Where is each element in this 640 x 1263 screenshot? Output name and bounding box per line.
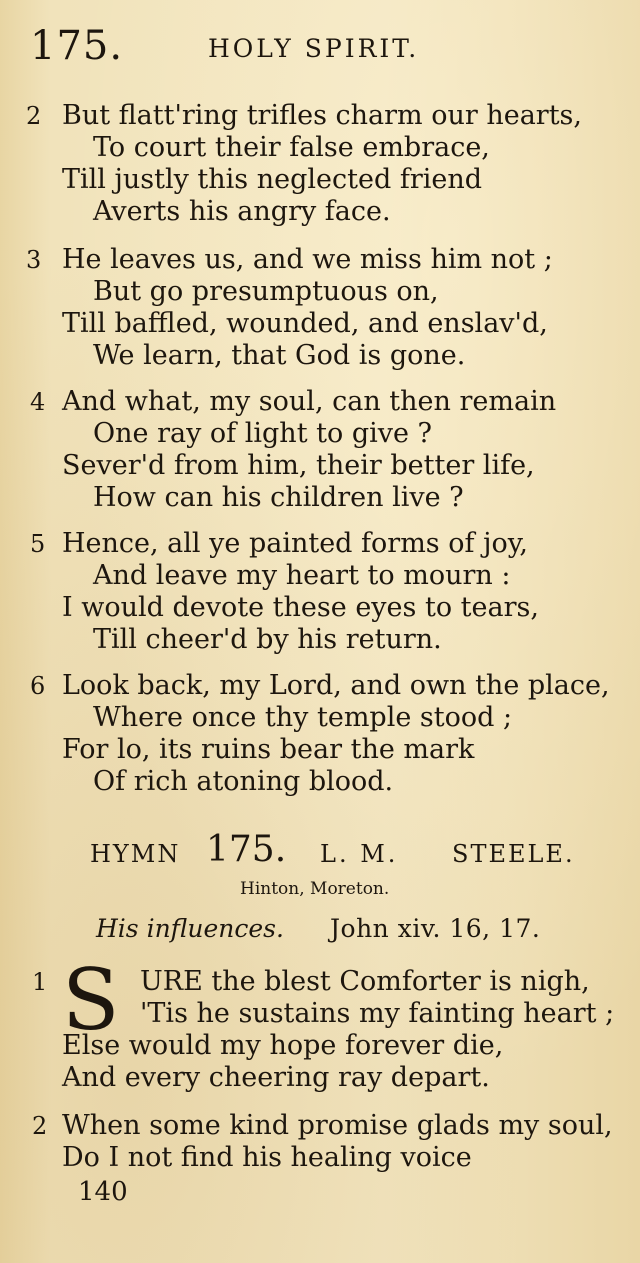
verse-line: URE the blest Comforter is nigh, (140, 966, 590, 997)
hymn-subject: His influences. (96, 914, 284, 943)
verse-line: I would devote these eyes to tears, (62, 592, 539, 623)
verse-line: To court their false embrace, (93, 132, 490, 163)
hymn-meter: L. M. (320, 840, 399, 868)
verse-number: 1 (32, 968, 48, 996)
verse-line: How can his children live ? (93, 482, 464, 513)
verse-line: And every cheering ray depart. (62, 1062, 490, 1093)
verse-line: And what, my soul, can then remain (62, 386, 557, 417)
verse-line: Till cheer'd by his return. (93, 624, 442, 655)
tune-names: Hinton, Moreton. (240, 879, 390, 899)
page-number: 140 (78, 1177, 128, 1207)
hymn-number: 175. (206, 829, 287, 870)
verse-line: Till justly this neglected friend (62, 164, 483, 195)
verse-number: 2 (26, 102, 42, 130)
hymn-heading (0, 830, 640, 874)
verse-number: 2 (32, 1112, 48, 1140)
hymn-author: STEELE. (452, 840, 575, 868)
verse-line: Averts his angry face. (93, 196, 391, 227)
verse-line: Where once thy temple stood ; (93, 702, 513, 733)
verse-line: Do I not find his healing voice (62, 1142, 472, 1173)
verse-number: 3 (26, 246, 42, 274)
verse-line: We learn, that God is gone. (93, 340, 466, 371)
verse-line: Look back, my Lord, and own the place, (62, 670, 610, 701)
scripture-reference: John xiv. 16, 17. (330, 914, 541, 943)
header-hymn-number: 175. (30, 23, 124, 69)
running-header-title: HOLY SPIRIT. (208, 34, 420, 63)
verse-line: Hence, all ye painted forms of joy, (62, 528, 528, 559)
verse-line: He leaves us, and we miss him not ; (62, 244, 553, 275)
verse-line: Till baffled, wounded, and enslav'd, (62, 308, 548, 339)
verse-line: One ray of light to give ? (93, 418, 433, 449)
verse-line: 'Tis he sustains my fainting heart ; (140, 998, 615, 1029)
verse-line: Of rich atoning blood. (93, 766, 394, 797)
verse-line: But go presumptuous on, (93, 276, 439, 307)
drop-cap-letter: S (62, 951, 120, 1049)
verse-line: Else would my hope forever die, (62, 1030, 504, 1061)
verse-line: But flatt'ring trifles charm our hearts, (62, 100, 583, 131)
verse-line: And leave my heart to mourn : (93, 560, 511, 591)
verse-number: 4 (30, 388, 46, 416)
verse-line: Sever'd from him, their better life, (62, 450, 535, 481)
hymn-label: HYMN (90, 840, 181, 868)
verse-line: For lo, its ruins bear the mark (62, 734, 475, 765)
verse-line: When some kind promise glads my soul, (62, 1110, 613, 1141)
verse-number: 6 (30, 672, 46, 700)
verse-number: 5 (30, 530, 46, 558)
